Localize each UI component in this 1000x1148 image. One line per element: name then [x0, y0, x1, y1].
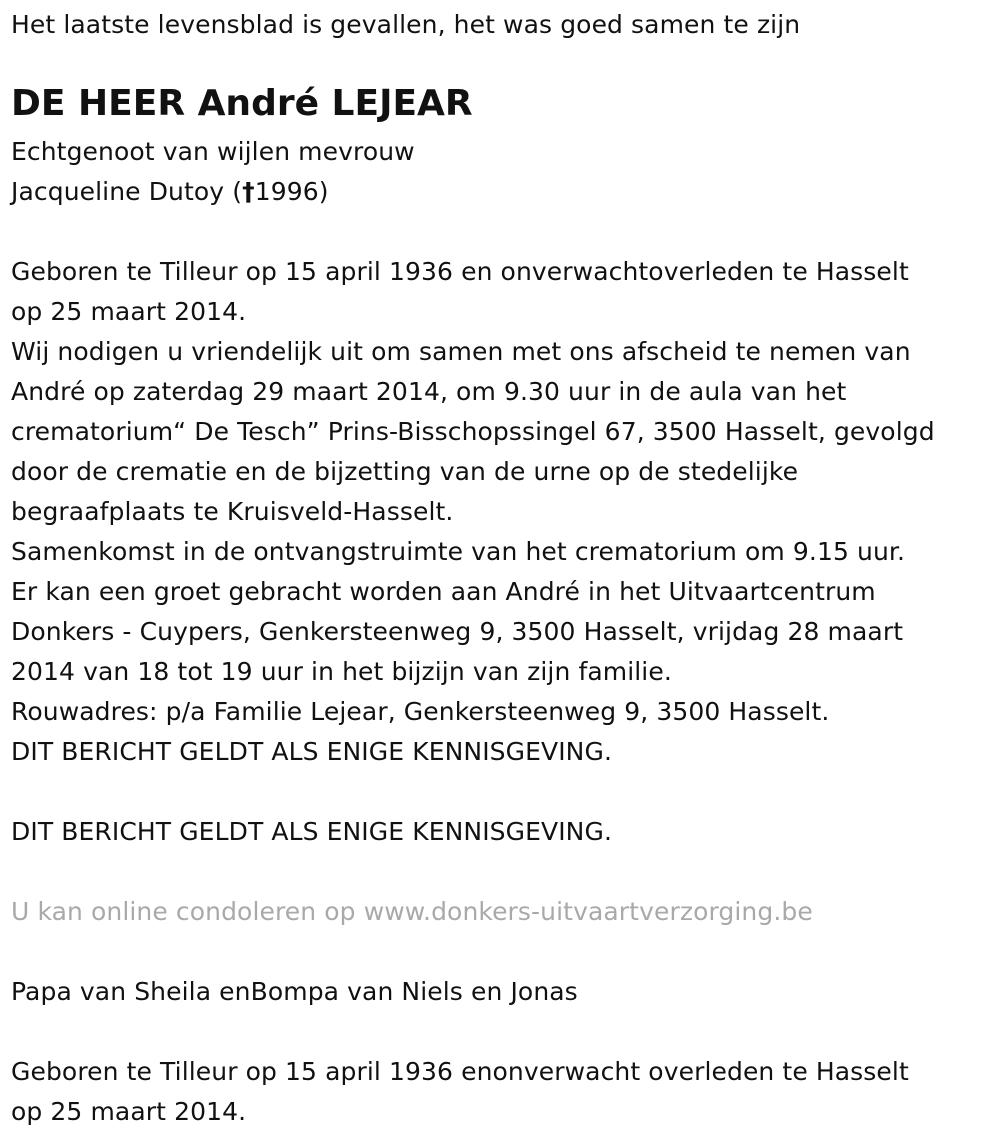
footer-line: Geboren te Tilleur op 15 april 1936 enonverwacht overleden te Hasselt: [11, 1057, 909, 1086]
body-line: Wij nodigen u vriendelijk uit om samen met ons afscheid te nemen van: [11, 337, 911, 366]
footer-line: op 25 maart 2014.: [11, 1097, 247, 1126]
cross-icon: †: [242, 177, 255, 206]
announcement-body: [11, 252, 986, 772]
spacer: [11, 212, 986, 252]
body-line: André op zaterdag 29 maart 2014, om 9.30 uur in de aula van het: [11, 377, 847, 406]
spouse-line-2: [11, 172, 986, 212]
spacer: [11, 772, 986, 812]
notice-repeat: DIT BERICHT GELDT ALS ENIGE KENNISGEVING.: [11, 817, 612, 846]
intro-text: Het laatste levensblad is gevallen, het was goed samen te zijn: [11, 10, 801, 39]
body-line: Er kan een groet gebracht worden aan André in het Uitvaartcentrum: [11, 577, 876, 606]
body-line: begraafplaats te Kruisveld-Hasselt.: [11, 497, 454, 526]
spouse-name: Jacqueline Dutoy (: [11, 177, 243, 206]
body-line: DIT BERICHT GELDT ALS ENIGE KENNISGEVING.: [11, 737, 612, 766]
obituary-document: [11, 0, 986, 1132]
spacer: [11, 932, 986, 972]
body-line: Samenkomst in de ontvangstruimte van het crematorium om 9.15 uur.: [11, 537, 906, 566]
body-line: Donkers - Cuypers, Genkersteenweg 9, 3500 Hasselt, vrijdag 28 maart: [11, 617, 904, 646]
spacer: [11, 852, 986, 892]
body-line: op 25 maart 2014.: [11, 297, 247, 326]
body-line: Rouwadres: p/a Familie Lejear, Genkersteenweg 9, 3500 Hasselt.: [11, 697, 830, 726]
deceased-name: DE HEER André LEJEAR: [11, 83, 473, 124]
family-text: Papa van Sheila enBompa van Niels en Jonas: [11, 977, 578, 1006]
spacer: [11, 1012, 986, 1052]
body-line: Geboren te Tilleur op 15 april 1936 en onverwachtoverleden te Hasselt: [11, 257, 909, 286]
spouse-death-year: 1996): [254, 177, 329, 206]
body-line: crematorium“ De Tesch” Prins-Bisschopssingel 67, 3500 Hasselt, gevolgd: [11, 417, 935, 446]
spouse-line-1: Echtgenoot van wijlen mevrouw: [11, 137, 415, 166]
condolence-text: U kan online condoleren op www.donkers-uitvaartverzorging.be: [11, 897, 813, 926]
body-line: door de crematie en de bijzetting van de urne op de stedelijke: [11, 457, 799, 486]
body-line: 2014 van 18 tot 19 uur in het bijzijn van zijn familie.: [11, 657, 672, 686]
